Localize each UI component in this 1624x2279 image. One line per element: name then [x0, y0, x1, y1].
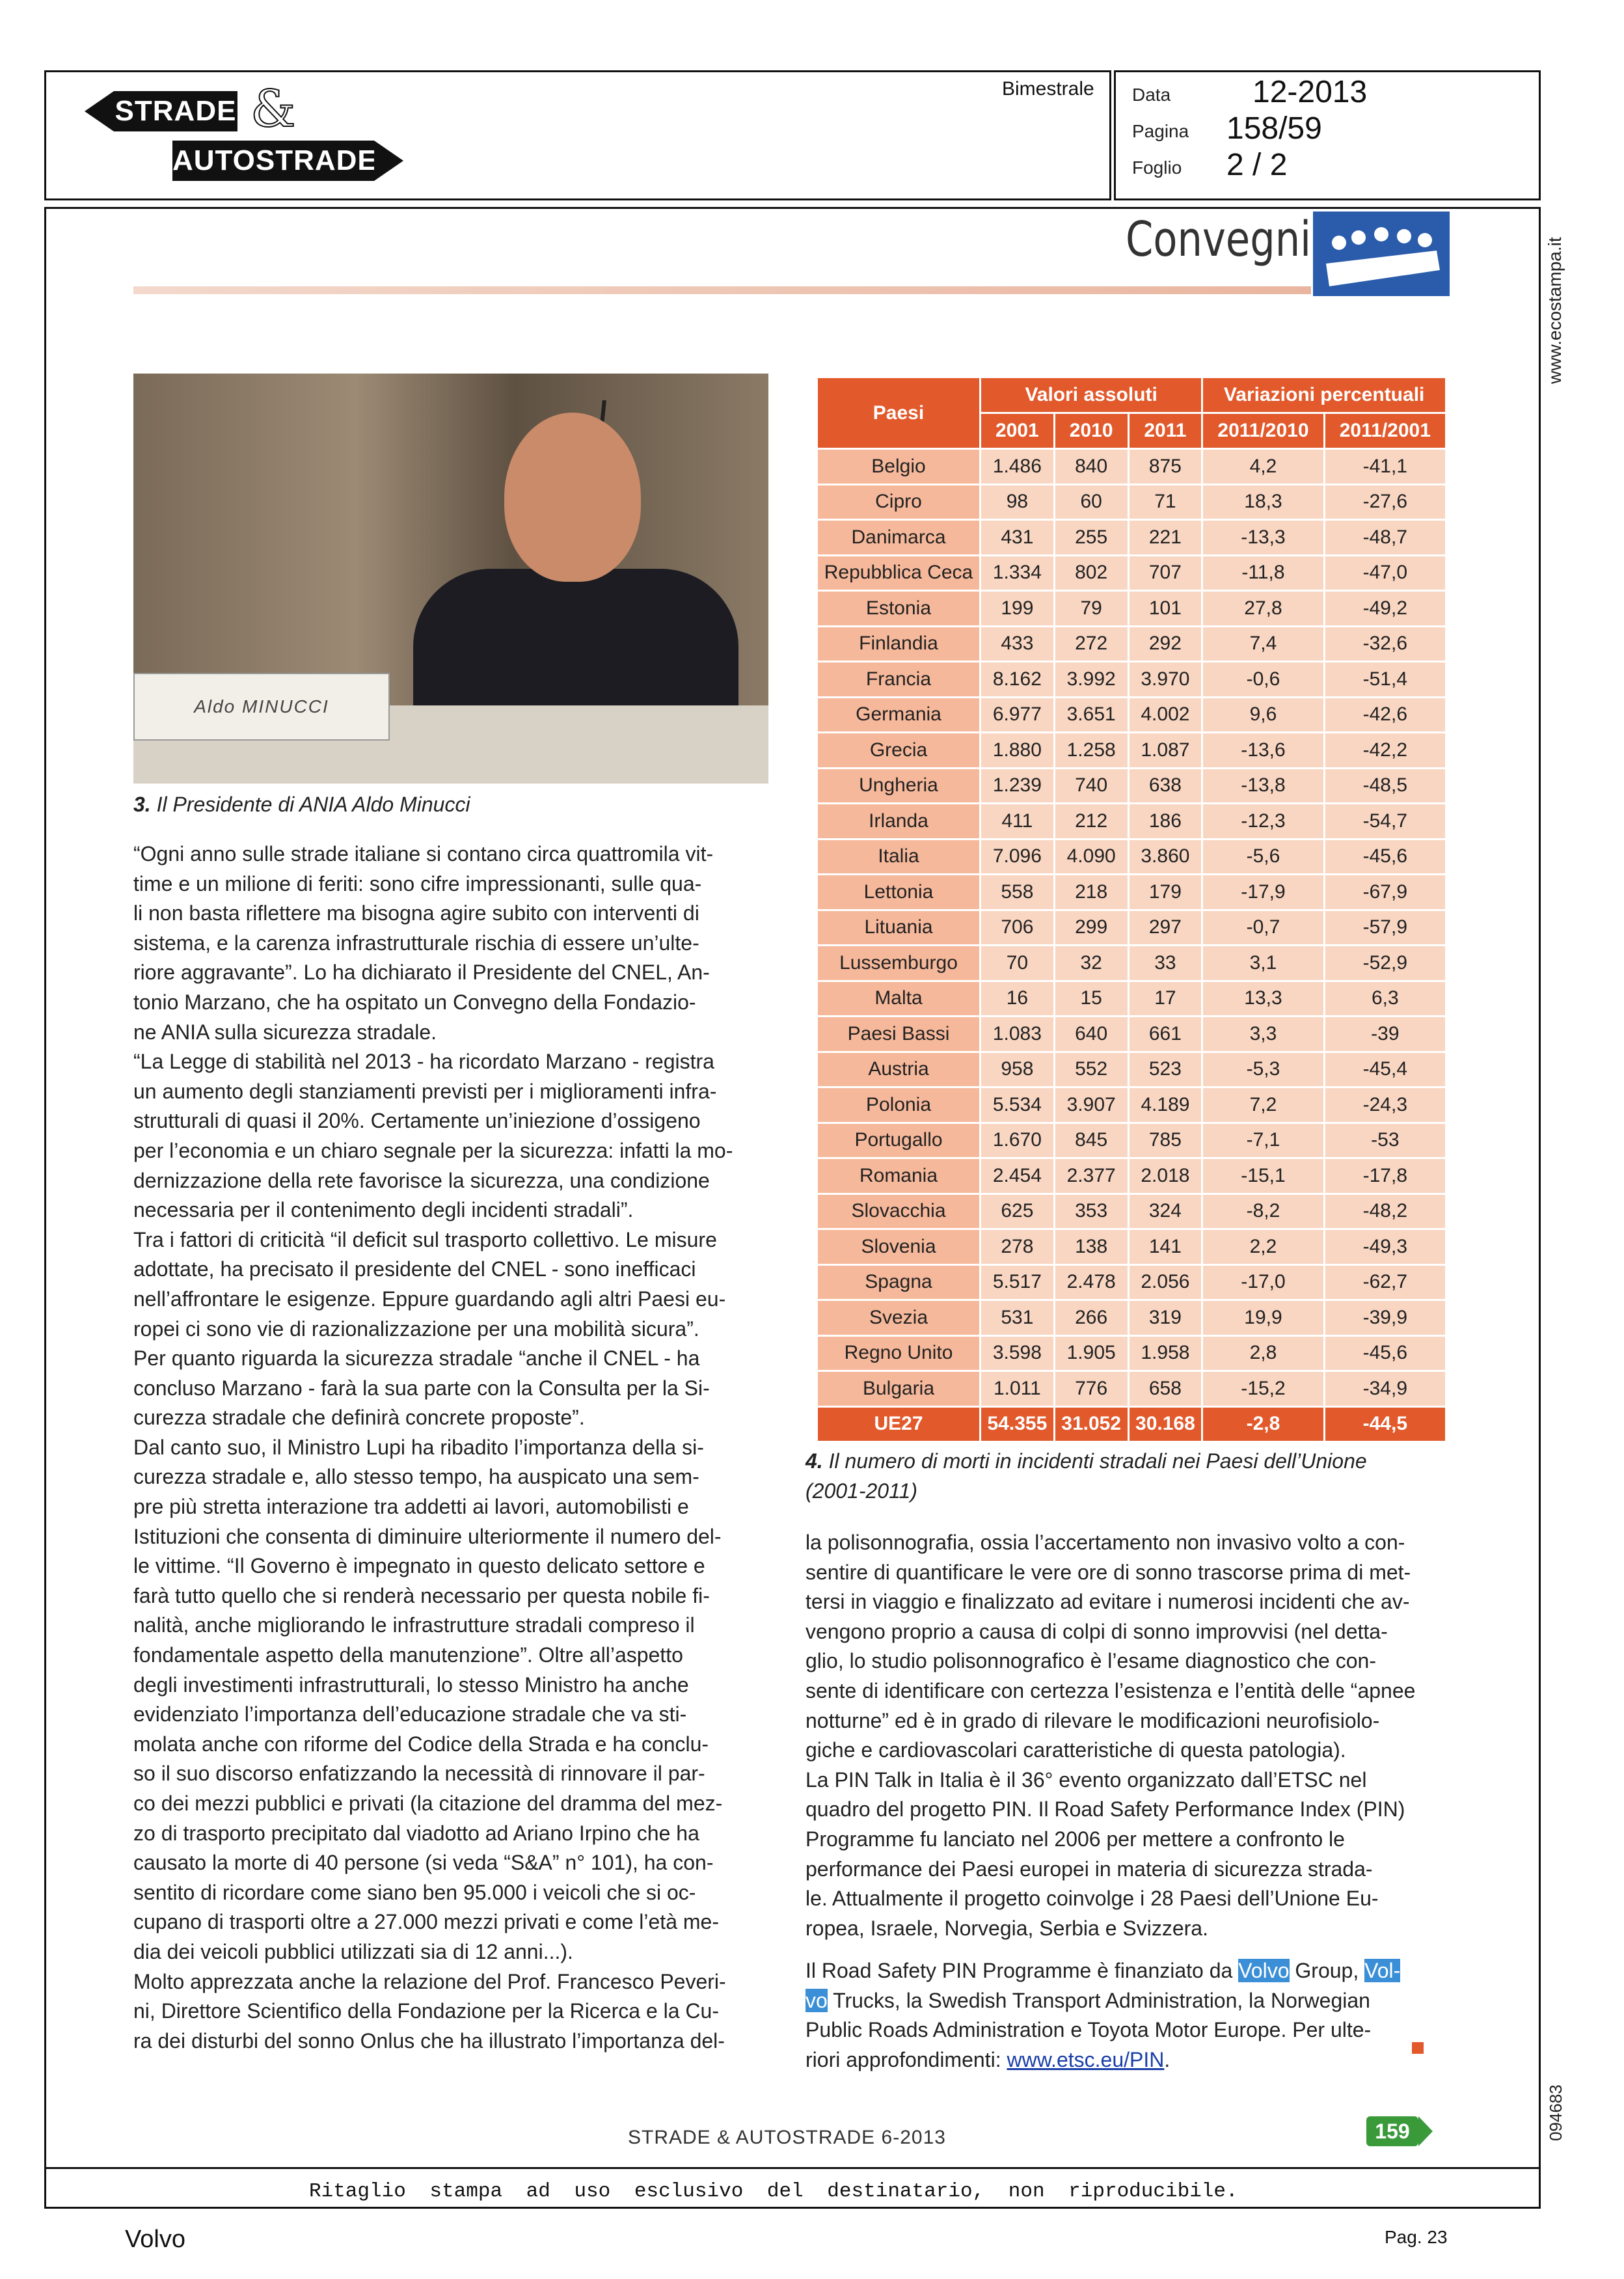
value-cell: 6,3 [1325, 982, 1445, 1016]
value-cell: 179 [1130, 875, 1202, 909]
photo-caption [133, 793, 470, 817]
country-cell: Slovenia [818, 1230, 979, 1264]
side-code: 094683 [1546, 2084, 1565, 2141]
value-cell: -32,6 [1325, 627, 1445, 661]
value-cell: -17,8 [1325, 1159, 1445, 1193]
value-cell: 18,3 [1203, 485, 1323, 519]
value-cell: 431 [981, 521, 1053, 554]
value-cell: -8,2 [1203, 1195, 1323, 1229]
country-cell: Cipro [818, 485, 979, 519]
disclaimer: Ritaglio stampa ad uso esclusivo del destinatario, non riproducibile. [309, 2180, 1238, 2203]
table-row [818, 485, 1445, 519]
country-cell: Lituania [818, 911, 979, 945]
value-cell: 4.090 [1055, 840, 1128, 874]
value-cell: 433 [981, 627, 1053, 661]
value-cell: -39,9 [1325, 1301, 1445, 1335]
value-cell: 54.355 [981, 1408, 1053, 1441]
table-row [818, 840, 1445, 874]
value-cell: 661 [1130, 1017, 1202, 1051]
value-cell: -44,5 [1325, 1408, 1445, 1441]
value-cell: 7,2 [1203, 1088, 1323, 1122]
country-cell: Bulgaria [818, 1372, 979, 1406]
photo-caption-number: 3. [133, 793, 151, 816]
th-2010: 2010 [1055, 414, 1128, 448]
value-cell: -2,8 [1203, 1408, 1323, 1441]
value-cell: 218 [1055, 875, 1128, 909]
end-mark [1412, 2042, 1424, 2054]
value-cell: -27,6 [1325, 485, 1445, 519]
photo-head [504, 413, 641, 582]
country-cell: Finlandia [818, 627, 979, 661]
value-cell: 71 [1130, 485, 1202, 519]
funding-line4-prefix: riori approfondimenti: [805, 2047, 1007, 2071]
country-cell: Ungheria [818, 769, 979, 803]
table-row [818, 1124, 1445, 1158]
value-cell: 186 [1130, 804, 1202, 838]
table-row [818, 627, 1445, 661]
value-cell: 32 [1055, 946, 1128, 980]
data-value: 12-2013 [1252, 75, 1368, 109]
side-url: www.ecostampa.it [1545, 237, 1565, 384]
value-cell: 1.087 [1130, 733, 1202, 767]
value-cell: 2.478 [1055, 1266, 1128, 1300]
value-cell: 60 [1055, 485, 1128, 519]
pagina-value: 158/59 [1226, 111, 1322, 146]
value-cell: 2.018 [1130, 1159, 1202, 1193]
value-cell: 3.598 [981, 1337, 1053, 1371]
value-cell: -13,6 [1203, 733, 1323, 767]
th-2011: 2011 [1130, 414, 1202, 448]
value-cell: 33 [1130, 946, 1202, 980]
volvo-highlight-2a: Vol- [1364, 1959, 1401, 1982]
value-cell: 31.052 [1055, 1408, 1128, 1441]
country-cell: Portugallo [818, 1124, 979, 1158]
country-cell: Belgio [818, 450, 979, 484]
value-cell: 297 [1130, 911, 1202, 945]
value-cell: 640 [1055, 1017, 1128, 1051]
value-cell: 266 [1055, 1301, 1128, 1335]
table-row [818, 911, 1445, 945]
value-cell: 4,2 [1203, 450, 1323, 484]
value-cell: 255 [1055, 521, 1128, 554]
funding-mid1: Group, [1289, 1959, 1365, 1982]
country-cell: Danimarca [818, 521, 979, 554]
value-cell: 16 [981, 982, 1053, 1016]
value-cell: 3.907 [1055, 1088, 1128, 1122]
country-cell: Francia [818, 662, 979, 696]
table-row [818, 1195, 1445, 1229]
logo-autostrade: AUTOSTRADE [172, 141, 374, 181]
th-2001: 2001 [981, 414, 1053, 448]
etsc-link[interactable]: www.etsc.eu/PIN [1007, 2047, 1165, 2071]
section-title: Convegni [1126, 212, 1312, 267]
section-rule [133, 286, 1311, 294]
value-cell: -54,7 [1325, 804, 1445, 838]
country-cell: Romania [818, 1159, 979, 1193]
value-cell: -0,7 [1203, 911, 1323, 945]
value-cell: 958 [981, 1053, 1053, 1087]
value-cell: 2,8 [1203, 1337, 1323, 1371]
value-cell: 3.992 [1055, 662, 1128, 696]
th-valori-assoluti: Valori assoluti [981, 378, 1201, 412]
value-cell: 319 [1130, 1301, 1202, 1335]
value-cell: 70 [981, 946, 1053, 980]
value-cell: 4.002 [1130, 698, 1202, 732]
th-variazioni: Variazioni percentuali [1203, 378, 1445, 412]
country-cell: Regno Unito [818, 1337, 979, 1371]
table-row [818, 1017, 1445, 1051]
table-row [818, 1372, 1445, 1406]
value-cell: 776 [1055, 1372, 1128, 1406]
value-cell: 2,2 [1203, 1230, 1323, 1264]
country-cell: Irlanda [818, 804, 979, 838]
table-body [818, 450, 1445, 1441]
photo-body [413, 569, 738, 725]
country-cell: Lettonia [818, 875, 979, 909]
table-row [818, 1159, 1445, 1193]
value-cell: -57,9 [1325, 911, 1445, 945]
table-row [818, 769, 1445, 803]
value-cell: 1.258 [1055, 733, 1128, 767]
value-cell: 1.958 [1130, 1337, 1202, 1371]
right-column-text: la polisonnografia, ossia l’accertamento non invasivo volto a con- sentire di quantificare le vere ore di sonno trascorse prima di met- tersi in viaggio e finalizzato ad evitare i numerosi incidenti che av- vengono proprio a causa di colpi di sonno improvvisi (nel detta- glio, lo studio polisonnografico è l’esame diagnostico che con- sente di identificare con certezza l’esistenza e l’entità delle “apnee notturne” ed è in grado di rilevare le modificazioni neurofisiolo- giche e cardiovascolari caratteristiche di questa patologia). La PIN Talk in Italia è il 36° evento organizzato dall’ETSC nel quadro del progetto PIN. Il Road Safety Performance Index (PIN) Programme fu lanciato nel 2006 per mettere a confronto le performance dei Paesi europei in materia di sicurezza strada- le. Attualmente il progetto coinvolge i 28 Paesi dell’Unione Eu- ropea, Israele, Norvegia, Serbia e Svizzera. [805, 1531, 1416, 1940]
table-row [818, 946, 1445, 980]
volvo-highlight-2b: vo [805, 1988, 828, 2012]
country-cell: Grecia [818, 733, 979, 767]
meeting-icon [1313, 212, 1450, 296]
country-cell: Germania [818, 698, 979, 732]
logo-arrow-left [85, 91, 114, 131]
value-cell: -34,9 [1325, 1372, 1445, 1406]
country-cell: Slovacchia [818, 1195, 979, 1229]
value-cell: 8.162 [981, 662, 1053, 696]
value-cell: -42,2 [1325, 733, 1445, 767]
table-row [818, 982, 1445, 1016]
value-cell: 411 [981, 804, 1053, 838]
bottom-right-page: Pag. 23 [1385, 2227, 1448, 2247]
value-cell: 845 [1055, 1124, 1128, 1158]
nameplate: Aldo MINUCCI [133, 673, 390, 741]
value-cell: -45,6 [1325, 840, 1445, 874]
value-cell: 3.970 [1130, 662, 1202, 696]
country-cell: Malta [818, 982, 979, 1016]
funding-end: . [1164, 2047, 1171, 2071]
value-cell: -62,7 [1325, 1266, 1445, 1300]
country-cell: Austria [818, 1053, 979, 1087]
logo-strade: STRADE [114, 91, 237, 131]
value-cell: 1.083 [981, 1017, 1053, 1051]
value-cell: 840 [1055, 450, 1128, 484]
bottom-left-label: Volvo [125, 2226, 185, 2253]
country-cell: Lussemburgo [818, 946, 979, 980]
value-cell: -47,0 [1325, 556, 1445, 590]
country-cell: Svezia [818, 1301, 979, 1335]
value-cell: 30.168 [1130, 1408, 1202, 1441]
value-cell: 658 [1130, 1372, 1202, 1406]
country-cell: UE27 [818, 1408, 979, 1441]
value-cell: 19,9 [1203, 1301, 1323, 1335]
table-row [818, 592, 1445, 625]
value-cell: -15,2 [1203, 1372, 1323, 1406]
value-cell: 558 [981, 875, 1053, 909]
value-cell: 785 [1130, 1124, 1202, 1158]
value-cell: 221 [1130, 521, 1202, 554]
value-cell: -13,3 [1203, 521, 1323, 554]
value-cell: 141 [1130, 1230, 1202, 1264]
funding-paragraph [805, 1956, 1446, 2075]
value-cell: 875 [1130, 450, 1202, 484]
table-row [818, 698, 1445, 732]
value-cell: 101 [1130, 592, 1202, 625]
value-cell: 802 [1055, 556, 1128, 590]
country-cell: Repubblica Ceca [818, 556, 979, 590]
table-row [818, 556, 1445, 590]
value-cell: 292 [1130, 627, 1202, 661]
th-var-2011-2001: 2011/2001 [1325, 414, 1445, 448]
left-column-text: “Ogni anno sulle strade italiane si contano circa quattromila vit- time e un milione di feriti: sono cifre impressionanti, sulle qua- li non basta riflettere ma bisogna agire subito con interventi di sistema, e la carenza infrastrutturale rischia di essere un’ulte- riore aggravante”. Lo ha dichiarato il Presidente del CNEL, An- tonio Marzano, che ha ospitato un Convegno della Fondazio- ne ANIA sulla sicurezza stradale. “La Legge di stabilità nel 2013 - ha ricordato Marzano - registra un aumento degli stanziamenti previsti per i miglioramenti infra- strutturali di quasi il 20%. Certamente un’iniezione d’ossigeno per l’economia e un chiaro segnale per la sicurezza: infatti la mo- dernizzazione della rete favorisce la sicurezza, una condizione necessaria per il contenimento degli incidenti stradali”. Tra i fattori di criticità “il deficit sul trasporto collettivo. Le misure adottate, ha precisato il presidente del CNEL - sono inefficaci nell’affrontare le esigenze. Eppure guardando agli altri Paesi eu- ropei ci sono vie di razionalizzazione per una mobilità sicura”. Per quanto riguarda la sicurezza stradale “anche il CNEL - ha concluso Marzano - farà la sua parte con la Consulta per la Si- curezza stradale che definirà concrete proposte”. Dal canto suo, il Ministro Lupi ha ribadito l’importanza della si- curezza stradale e, allo stesso tempo, ha auspicato una sem- pre più stretta interazione tra addetti ai lavori, automobilisti e Istituzioni che consenta di diminuire ulteriormente il numero del- le vittime. “Il Governo è impegnato in questo delicato settore e farà tutto quello che si renderà necessario per questa nobile fi- nalità, anche migliorando le infrastrutture stradali compreso il fondamentale aspetto della manutenzione”. Oltre all’aspetto degli investimenti infrastrutturali, lo stesso Ministro ha anche evidenziato l’importanza dell’educazione stradale che va sti- molata anche con riforme del Codice della Strada e ha conclu- so il suo discorso enfatizzando la necessità di rinnovare il par- co dei mezzi pubblici e privati (la citazione del dramma del mez- zo di trasporto precipitato dal viadotto ad Ariano Irpino che ha causato la morte di 40 persone (si veda “S&A” n° 101), ha con- sentito di ricordare come siano ben 95.000 i veicoli che si oc- cupano di trasporti oltre a 27.000 mezzi privati e come l’età me- dia dei veicoli pubblici utilizzati sia di 12 anni...). Molto apprezzata anche la relazione del Prof. Francesco Peveri- ni, Direttore Scientifico della Fondazione per la Ricerca e la Cu- ra dei disturbi del sonno Onlus che ha illustrato l’importanza del- [133, 842, 733, 2053]
value-cell: -45,4 [1325, 1053, 1445, 1087]
value-cell: -53 [1325, 1124, 1445, 1158]
value-cell: -0,6 [1203, 662, 1323, 696]
table-total-row [818, 1408, 1445, 1441]
country-cell: Italia [818, 840, 979, 874]
table-row [818, 875, 1445, 909]
value-cell: -51,4 [1325, 662, 1445, 696]
logo-ampersand: & [250, 80, 296, 139]
value-cell: 4.189 [1130, 1088, 1202, 1122]
table-caption-line1: Il numero di morti in incidenti stradali nei Paesi dell’Unione [828, 1449, 1367, 1473]
value-cell: 531 [981, 1301, 1053, 1335]
value-cell: 1.011 [981, 1372, 1053, 1406]
value-cell: 199 [981, 592, 1053, 625]
value-cell: -15,1 [1203, 1159, 1323, 1193]
table-row [818, 521, 1445, 554]
funding-line3: Public Roads Administration e Toyota Motor Europe. Per ulte- [805, 2018, 1372, 2042]
value-cell: -45,6 [1325, 1337, 1445, 1371]
country-cell: Polonia [818, 1088, 979, 1122]
table-row [818, 1230, 1445, 1264]
value-cell: -48,2 [1325, 1195, 1445, 1229]
value-cell: 1.670 [981, 1124, 1053, 1158]
value-cell: 212 [1055, 804, 1128, 838]
value-cell: 13,3 [1203, 982, 1323, 1016]
table-caption [805, 1446, 1367, 1506]
value-cell: -49,2 [1325, 592, 1445, 625]
country-cell: Spagna [818, 1266, 979, 1300]
foglio-label: Foglio [1132, 157, 1182, 178]
table-caption-number: 4. [805, 1449, 823, 1473]
value-cell: -39 [1325, 1017, 1445, 1051]
value-cell: 1.486 [981, 450, 1053, 484]
value-cell: 523 [1130, 1053, 1202, 1087]
value-cell: 7.096 [981, 840, 1053, 874]
page-badge-arrow [1418, 2116, 1433, 2146]
value-cell: 625 [981, 1195, 1053, 1229]
table-row [818, 1266, 1445, 1300]
value-cell: 3.651 [1055, 698, 1128, 732]
value-cell: 9,6 [1203, 698, 1323, 732]
volvo-highlight-1: Volvo [1238, 1959, 1290, 1982]
value-cell: 5.534 [981, 1088, 1053, 1122]
photo-caption-text: Il Presidente di ANIA Aldo Minucci [156, 793, 470, 816]
value-cell: 15 [1055, 982, 1128, 1016]
value-cell: 299 [1055, 911, 1128, 945]
value-cell: 324 [1130, 1195, 1202, 1229]
country-cell: Paesi Bassi [818, 1017, 979, 1051]
value-cell: 6.977 [981, 698, 1053, 732]
table-row [818, 662, 1445, 696]
value-cell: -48,7 [1325, 521, 1445, 554]
table-row [818, 1088, 1445, 1122]
value-cell: -7,1 [1203, 1124, 1323, 1158]
value-cell: 17 [1130, 982, 1202, 1016]
value-cell: 3,1 [1203, 946, 1323, 980]
value-cell: 706 [981, 911, 1053, 945]
value-cell: 740 [1055, 769, 1128, 803]
value-cell: -41,1 [1325, 450, 1445, 484]
data-label: Data [1132, 85, 1171, 105]
table-row [818, 1337, 1445, 1371]
value-cell: 272 [1055, 627, 1128, 661]
value-cell: -67,9 [1325, 875, 1445, 909]
value-cell: 1.880 [981, 733, 1053, 767]
value-cell: 7,4 [1203, 627, 1323, 661]
table-row [818, 1053, 1445, 1087]
page-badge: 159 [1366, 2116, 1418, 2146]
value-cell: 27,8 [1203, 592, 1323, 625]
value-cell: -49,3 [1325, 1230, 1445, 1264]
funding-mid2: Trucks, la Swedish Transport Administration, la Norwegian [827, 1988, 1370, 2012]
disclaimer-rule [44, 2167, 1541, 2169]
value-cell: 2.056 [1130, 1266, 1202, 1300]
value-cell: -17,0 [1203, 1266, 1323, 1300]
value-cell: -17,9 [1203, 875, 1323, 909]
periodicity: Bimestrale [1002, 78, 1094, 100]
value-cell: 1.334 [981, 556, 1053, 590]
value-cell: -24,3 [1325, 1088, 1445, 1122]
value-cell: 5.517 [981, 1266, 1053, 1300]
value-cell: -48,5 [1325, 769, 1445, 803]
value-cell: -5,6 [1203, 840, 1323, 874]
value-cell: -52,9 [1325, 946, 1445, 980]
value-cell: 2.377 [1055, 1159, 1128, 1193]
table-row [818, 733, 1445, 767]
value-cell: 552 [1055, 1053, 1128, 1087]
value-cell: 278 [981, 1230, 1053, 1264]
logo-arrow-right [374, 141, 403, 181]
value-cell: 79 [1055, 592, 1128, 625]
value-cell: -5,3 [1203, 1053, 1323, 1087]
table-row [818, 450, 1445, 484]
table-row [818, 804, 1445, 838]
foglio-value: 2 / 2 [1226, 148, 1288, 182]
value-cell: -12,3 [1203, 804, 1323, 838]
value-cell: 353 [1055, 1195, 1128, 1229]
pagina-label: Pagina [1132, 121, 1189, 141]
th-var-2011-2010: 2011/2010 [1203, 414, 1323, 448]
table-row [818, 1301, 1445, 1335]
value-cell: 98 [981, 485, 1053, 519]
value-cell: 138 [1055, 1230, 1128, 1264]
value-cell: -13,8 [1203, 769, 1323, 803]
value-cell: -42,6 [1325, 698, 1445, 732]
value-cell: 1.239 [981, 769, 1053, 803]
funding-prefix: Il Road Safety PIN Programme è finanziato da [805, 1959, 1239, 1982]
country-cell: Estonia [818, 592, 979, 625]
header-logo-box [44, 70, 1111, 200]
value-cell: 638 [1130, 769, 1202, 803]
magazine-footer: STRADE & AUTOSTRADE 6-2013 [628, 2127, 946, 2148]
photo-aldo-minucci [133, 374, 768, 784]
deaths-table [816, 376, 1447, 1443]
value-cell: 707 [1130, 556, 1202, 590]
value-cell: 2.454 [981, 1159, 1053, 1193]
value-cell: 3.860 [1130, 840, 1202, 874]
value-cell: 1.905 [1055, 1337, 1128, 1371]
th-paesi: Paesi [818, 378, 979, 448]
table-caption-line2: (2001-2011) [805, 1479, 917, 1503]
value-cell: -11,8 [1203, 556, 1323, 590]
value-cell: 3,3 [1203, 1017, 1323, 1051]
